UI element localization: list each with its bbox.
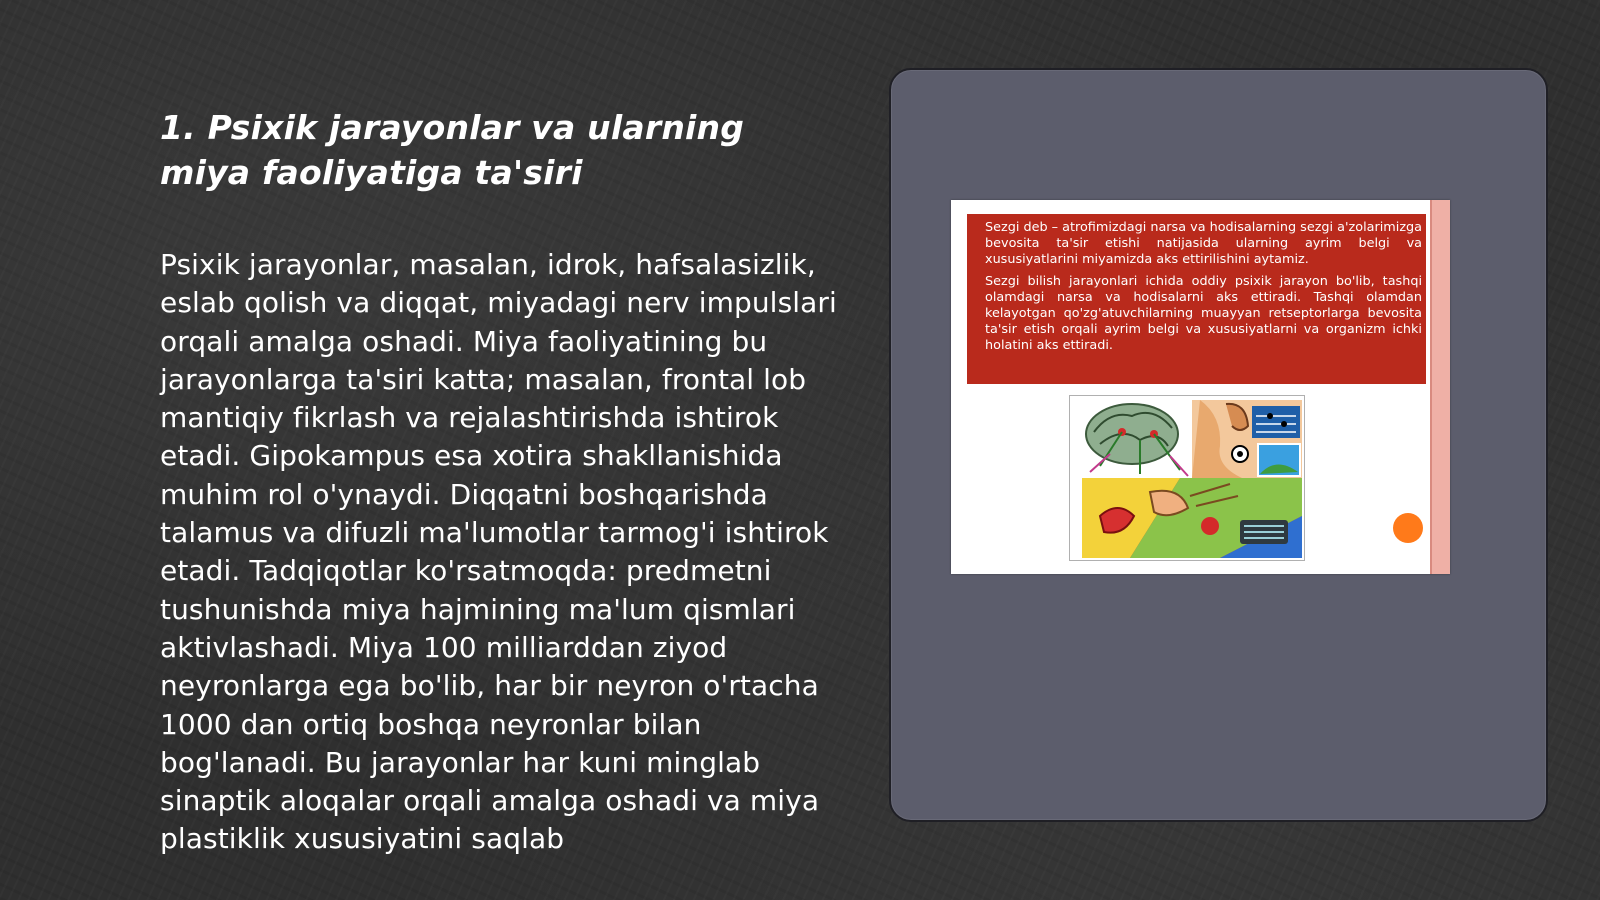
definition-paragraph-1: Sezgi deb – atrofimizdagi narsa va hodisalarning sezgi a'zolarimizga bevosita ta'sir etishi natijasida ularning ayrim belgi va xususiyatlarini miyamizda aks ettirilishini aytamiz. [985,220,1422,268]
orange-dot-icon [1393,513,1423,543]
page-edge [1430,200,1450,574]
senses-collage-drawing [1070,396,1304,560]
slide-title: 1. Psixik jarayonlar va ularning miya faoliyatiga ta'siri [160,108,745,192]
definition-box [967,214,1426,384]
senses-collage-icon [1069,395,1305,561]
definition-paragraph-2: Sezgi bilish jarayonlari ichida oddiy psixik jarayon bo'lib, tashqi olamdagi narsa va hodisalarni aks ettiradi. Tashqi olamdan kelayotgan qo'zg'atuvchilarning muayyan retseptorlarga bevosita ta'sir etish orqali ayrim belgi va xususiyatlarni va organizm ichki holatini aks ettiradi. [985,273,1422,354]
slide-body-text: Psixik jarayonlar, masalan, idrok, hafsalasizlik, eslab qolish va diqqat, miyadagi nerv impulslari orqali amalga oshadi. Miya faoliyatining bu jarayonlarga ta'siri katta; masalan, frontal lob mantiqiy fikrlash va rejalashtirishda ishtirok etadi. Gipokampus esa xotira shakllanishida muhim rol o'ynaydi. Diqqatni boshqarishda talamus va difuzli ma'lumotlar tarmog'i ishtirok etadi. Tadqiqotlar ko'rsatmoqda: predmetni tushunishda miya hajmining ma'lum qismlari aktivlashadi. Miya 100 milliarddan ziyod neyronlarga ega bo'lib, har bir neyron o'rtacha 1000 dan ortiq boshqa neyronlar bilan bog'lanadi. Bu jarayonlar har kuni minglab sinaptik aloqalar orqali amalga oshadi va miya plastiklik xususiyatini saqlab [160,248,837,856]
textbook-page-image [951,200,1450,574]
